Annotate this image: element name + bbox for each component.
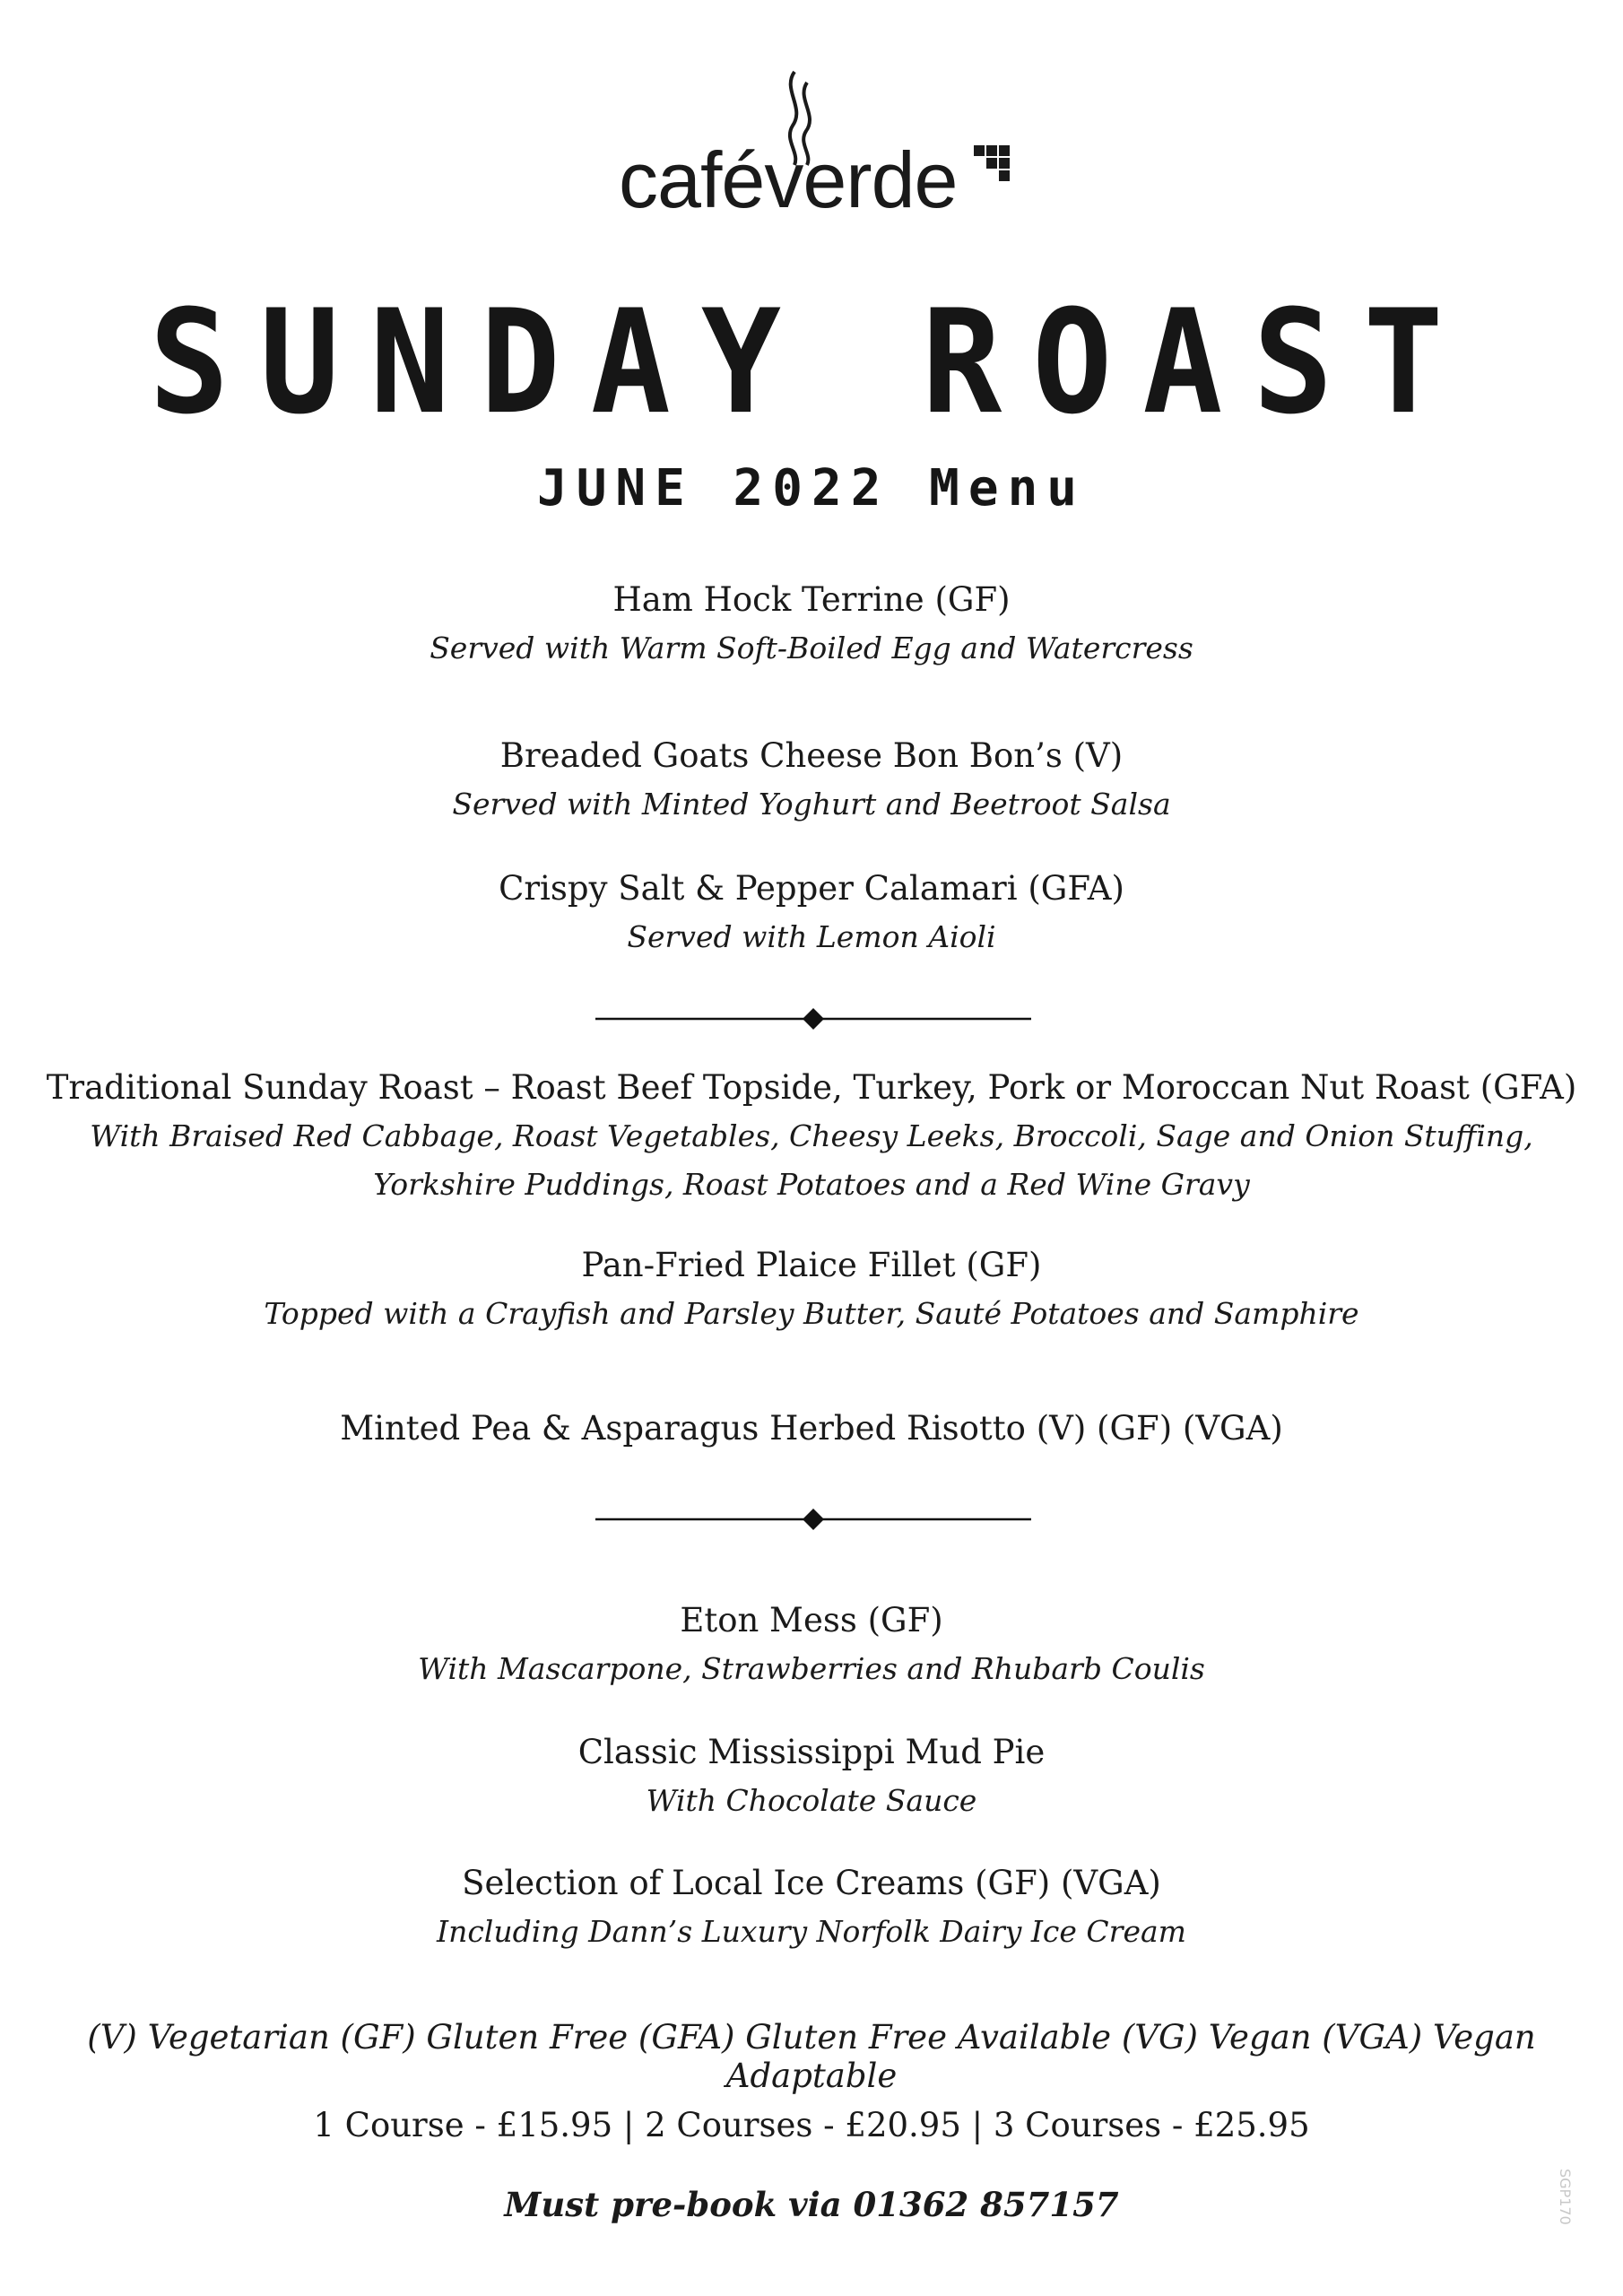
prebook-notice: Must pre-book via 01362 857157	[504, 2185, 1119, 2224]
dish-name: Minted Pea & Asparagus Herbed Risotto (V) (GF) (VGA)	[340, 1409, 1283, 1448]
dish-description: With Chocolate Sauce	[646, 1783, 977, 1818]
logo-text: caféverde	[619, 135, 958, 224]
dish-name: Traditional Sunday Roast – Roast Beef Topside, Turkey, Pork or Moroccan Nut Roast (GFA)	[46, 1068, 1577, 1107]
section-divider	[595, 1501, 1031, 1537]
dessert-item	[0, 1859, 1623, 1956]
section-divider	[595, 1001, 1031, 1037]
dietary-legend: (V) Vegetarian (GF) Gluten Free (GFA) Gluten Free Available (VG) Vegan (VGA) Vegan Adaptable	[87, 2018, 1536, 2095]
diamond-icon	[803, 1008, 824, 1030]
starter-item	[0, 576, 1623, 673]
dish-name: Breaded Goats Cheese Bon Bon’s (V)	[499, 736, 1124, 775]
course-prices: 1 Course - £15.95 | 2 Courses - £20.95 | 3 Courses - £25.95	[313, 2106, 1310, 2144]
dessert-item	[0, 1728, 1623, 1825]
dish-name: Crispy Salt & Pepper Calamari (GFA)	[499, 869, 1124, 908]
dish-description: With Braised Red Cabbage, Roast Vegetables, Cheesy Leeks, Broccoli, Sage and Onion Stuffing,	[90, 1118, 1533, 1153]
print-code: SGP170	[1557, 2169, 1574, 2225]
starter-item	[0, 865, 1623, 961]
dish-description: Served with Warm Soft-Boiled Egg and Watercress	[430, 631, 1193, 665]
dish-description: Served with Lemon Aioli	[627, 919, 996, 954]
dish-name: Pan-Fried Plaice Fillet (GF)	[581, 1246, 1042, 1284]
dish-name: Eton Mess (GF)	[680, 1601, 943, 1639]
starter-item	[0, 732, 1623, 829]
main-item	[0, 1405, 1623, 1453]
diamond-icon	[803, 1509, 824, 1530]
main-item	[0, 1064, 1623, 1209]
menu-subtitle: JUNE 2022 Menu	[536, 459, 1086, 517]
dessert-item	[0, 1596, 1623, 1693]
dish-description: Including Dann’s Luxury Norfolk Dairy Ice Cream	[437, 1914, 1186, 1949]
cafeverde-logo	[610, 63, 1022, 233]
dish-name: Ham Hock Terrine (GF)	[612, 580, 1011, 619]
dish-description: Topped with a Crayfish and Parsley Butter, Sauté Potatoes and Samphire	[264, 1296, 1359, 1331]
main-item	[0, 1241, 1623, 1338]
dish-description: Served with Minted Yoghurt and Beetroot Salsa	[452, 787, 1171, 822]
dish-description: With Mascarpone, Strawberries and Rhubarb Coulis	[418, 1651, 1205, 1686]
dish-name: Classic Mississippi Mud Pie	[577, 1733, 1046, 1771]
dish-description: Yorkshire Puddings, Roast Potatoes and a Red Wine Gravy	[373, 1167, 1250, 1202]
dish-name: Selection of Local Ice Creams (GF) (VGA)	[462, 1864, 1161, 1902]
page-title: SUNDAY ROAST	[149, 279, 1474, 446]
